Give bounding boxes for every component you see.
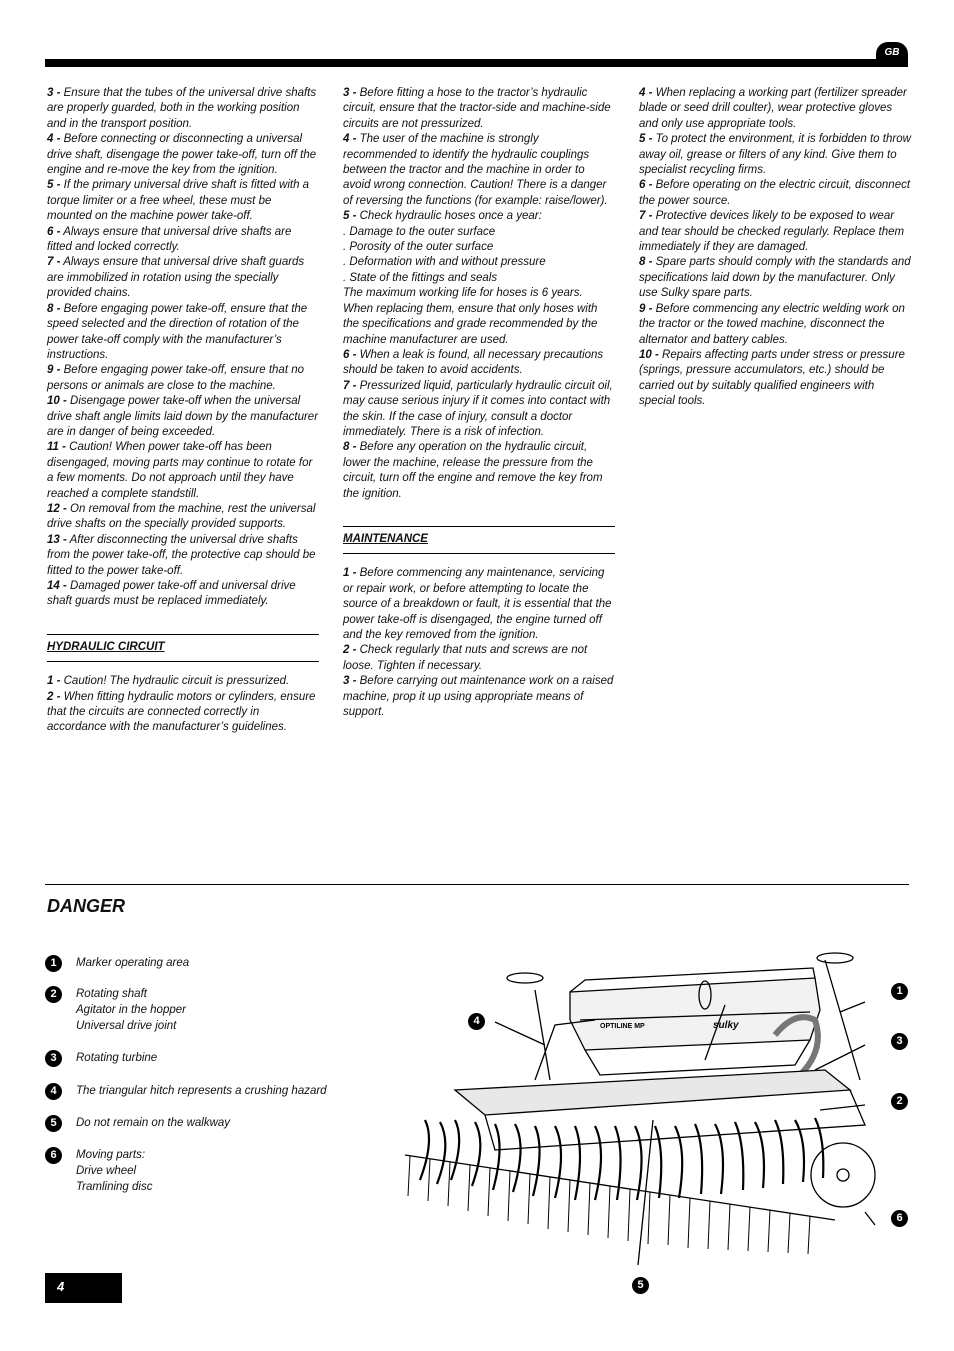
list-item [343, 225, 615, 240]
language-tab: GB [876, 42, 908, 66]
item-text: Before carrying out maintenance work on a raised machine, prop it up using appropriate means of support. [343, 675, 614, 719]
column-2 [343, 86, 615, 720]
list-item [47, 394, 319, 440]
item-number: 5 - [343, 210, 357, 223]
item-text: Before fitting a hose to the tractor’s hydraulic circuit, ensure that the tractor-side and machine-side circuits are not pressurized. [343, 87, 611, 130]
danger-rule [45, 884, 909, 885]
item-text: Before connecting or disconnecting a universal drive shaft, disengage the power take-off, turn off the engine and re-move the key from the ignition. [47, 133, 317, 177]
item-number: 2 - [47, 690, 61, 703]
list-item [343, 255, 615, 270]
section-hydraulic-circuit: HYDRAULIC CIRCUIT [47, 634, 319, 662]
callout-1: 1 [891, 983, 908, 1000]
item-text: Before engaging power take-off, ensure that no persons or animals are close to the machine. [47, 364, 305, 392]
item-text: Before operating on the electric circuit, disconnect the power source. [639, 179, 911, 207]
danger-title: DANGER [47, 896, 126, 916]
item-text: When replacing a working part (fertilizer spreader blade or seed drill coulter), wear protective gloves and only use appropriate tools. [639, 87, 907, 130]
legend-line: Universal drive joint [76, 1020, 177, 1032]
list-item [343, 440, 615, 502]
item-number: 8 - [639, 256, 653, 269]
list-item [343, 132, 615, 209]
callout-3: 3 [891, 1033, 908, 1050]
column-1 [47, 86, 319, 736]
legend-number: 5 [45, 1115, 62, 1132]
list-item [47, 502, 319, 533]
column-3 [639, 86, 911, 410]
item-number: 6 - [343, 348, 357, 361]
brand-label: sulky [713, 1020, 739, 1031]
item-number: 4 - [639, 87, 653, 99]
list-item [47, 255, 319, 301]
item-number: 8 - [47, 302, 61, 315]
list-item [47, 363, 319, 394]
list-item [343, 240, 615, 255]
list-item [47, 533, 319, 579]
item-text: When fitting hydraulic motors or cylinders, ensure that the circuits are connected correctly in accordance with the manufacturer’s guidelines. [47, 690, 316, 734]
list-item [47, 132, 319, 178]
legend-item [45, 986, 345, 1034]
item-text: . Damage to the outer surface [343, 225, 496, 238]
item-text: Before commencing any electric welding work on the tractor or the towed machine, disconnect the alternator and battery cables. [639, 302, 905, 346]
item-number: 4 - [47, 133, 61, 146]
list-item [47, 674, 319, 689]
list-item [47, 302, 319, 364]
legend-line: Agitator in the hopper [76, 1004, 186, 1016]
item-text: Check regularly that nuts and screws are not loose. Tighten if necessary. [343, 644, 588, 672]
item-number: 14 - [47, 580, 67, 592]
item-number: 9 - [639, 302, 653, 315]
item-number: 5 - [639, 133, 653, 146]
item-text: On removal from the machine, rest the universal drive shafts on the specially provided supports. [47, 502, 316, 531]
section-maintenance: MAINTENANCE [343, 526, 615, 554]
list-item [343, 86, 615, 132]
callout-2: 2 [891, 1093, 908, 1110]
item-number: 2 - [343, 644, 357, 657]
legend-line: Do not remain on the walkway [76, 1117, 231, 1129]
list-item [343, 566, 615, 643]
legend-line: Marker operating area [76, 957, 190, 969]
list-item [639, 348, 911, 410]
list-item [639, 132, 911, 178]
list-item [47, 440, 319, 502]
item-number: 10 - [639, 348, 659, 361]
item-text: The user of the machine is strongly recommended to identify the hydraulic couplings between the tractor and the machine in order to avoid wrong connection. Caution! There is a danger of reversing the functions (for example: raise/lower). [343, 133, 608, 207]
item-text: . Deformation with and without pressure [343, 256, 546, 269]
seed-drill-illustration [395, 940, 885, 1285]
item-number: 1 - [343, 567, 357, 580]
item-text: The maximum working life for hoses is 6 years. When replacing them, ensure that only hoses with the specifications and grade recommended by the machine manufacturer are used. [343, 287, 598, 346]
item-text: Protective devices likely to be exposed to wear and tear should be checked regularly. Replace them immediately if they are damaged. [639, 210, 905, 254]
item-text: Always ensure that universal drive shafts are fitted and locked correctly. [47, 225, 292, 254]
item-number: 1 - [47, 675, 61, 688]
item-text: If the primary universal drive shaft is fitted with a torque limiter or a free wheel, these must be mounted on the machine power take-off. [47, 179, 310, 223]
legend-number: 2 [45, 986, 62, 1003]
legend-line: Tramlining disc [76, 1181, 153, 1193]
list-item [639, 178, 911, 209]
item-number: 6 - [639, 179, 653, 192]
item-number: 7 - [343, 379, 357, 392]
item-text: Damaged power take-off and universal drive shaft guards must be replaced immediately. [47, 580, 296, 608]
item-number: 8 - [343, 441, 357, 454]
legend-number: 3 [45, 1050, 62, 1067]
list-item [343, 643, 615, 674]
item-text: Ensure that the tubes of the universal drive shafts are properly guarded, both in the working position and in the transport position. [47, 87, 317, 130]
list-item [639, 86, 911, 132]
legend-item [45, 1050, 345, 1066]
item-text: Disengage power take-off when the universal drive shaft angle limits laid down by the manufacturer are in danger of being exceeded. [47, 395, 319, 438]
legend-number: 6 [45, 1147, 62, 1164]
item-text: To protect the environment, it is forbidden to throw away oil, grease or filters of any kind. Give them to specialist recycling firms. [639, 133, 911, 177]
item-text: Before engaging power take-off, ensure that the speed selected and the direction of rotation of the power take-off comply with the manufacturer’s instructions. [47, 302, 308, 361]
item-number: 11 - [47, 441, 66, 454]
list-item [639, 209, 911, 255]
item-text: Always ensure that universal drive shaft guards are immobilized in rotation using the specially provided chains. [47, 256, 305, 300]
legend-line: The triangular hitch represents a crushing hazard [76, 1085, 327, 1097]
item-text: Check hydraulic hoses once a year: [359, 210, 542, 223]
item-number: 13 - [47, 533, 67, 546]
list-item [343, 286, 615, 348]
item-number: 5 - [47, 179, 61, 192]
item-text: Caution! When power take-off has been disengaged, moving parts may continue to rotate for a few moments. Do not approach until they have reached a complete standstill. [47, 441, 313, 500]
legend-item [45, 1083, 345, 1099]
item-number: 4 - [343, 133, 357, 146]
legend-line: Moving parts: [76, 1149, 146, 1161]
item-text: Caution! The hydraulic circuit is pressurized. [63, 675, 290, 688]
model-label: OPTILINE MP [600, 1023, 645, 1030]
item-text: After disconnecting the universal drive shafts from the power take-off, the protective cap should be fitted to the power take-off. [47, 533, 316, 577]
item-text: Before any operation on the hydraulic circuit, lower the machine, release the pressure from the circuit, turn off the engine and remove the key from the ignition. [343, 441, 603, 500]
list-item [343, 674, 615, 720]
legend-item [45, 955, 345, 971]
legend-line: Drive wheel [76, 1165, 137, 1177]
list-item [47, 86, 319, 132]
legend-number: 4 [45, 1083, 62, 1100]
list-item [639, 255, 911, 301]
item-text: When a leak is found, all necessary precautions should be taken to avoid accidents. [343, 348, 604, 377]
item-number: 7 - [47, 256, 61, 269]
item-number: 7 - [639, 210, 653, 223]
item-number: 3 - [47, 87, 61, 99]
list-item [343, 348, 615, 379]
list-item [47, 178, 319, 224]
list-item [343, 379, 615, 441]
callout-6: 6 [891, 1210, 908, 1227]
legend-line: Rotating shaft [76, 988, 147, 1000]
legend-item [45, 1115, 345, 1131]
item-text: Spare parts should comply with the standards and specifications laid down by the manufacturer. Only use Sulky spare parts. [639, 256, 911, 300]
item-text: . State of the fittings and seals [343, 271, 498, 284]
item-text: . Porosity of the outer surface [343, 241, 494, 254]
item-number: 3 - [343, 87, 357, 99]
list-item [343, 209, 615, 224]
legend-line: Rotating turbine [76, 1052, 158, 1064]
item-text: Pressurized liquid, particularly hydraulic circuit oil, may cause serious injury if it comes into contact with the skin. If the case of injury, consult a doctor immediately. There is a risk of infection. [343, 379, 613, 438]
item-text: Before commencing any maintenance, servicing or repair work, or before attempting to locate the source of a breakdown or fault, it is essential that the power take-off is disengaged, the engine turned off and the key removed from the ignition. [343, 567, 612, 641]
item-text: Repairs affecting parts under stress or pressure (springs, pressure accumulators, etc.) should be carried out by suitably qualified engineers with special tools. [639, 348, 905, 408]
callout-5: 5 [632, 1277, 649, 1294]
callout-4: 4 [468, 1013, 485, 1030]
list-item [639, 302, 911, 348]
list-item [47, 690, 319, 736]
legend-number: 1 [45, 955, 62, 972]
page-number: 4 [57, 1279, 65, 1294]
legend-item [45, 1147, 345, 1195]
item-number: 9 - [47, 364, 61, 377]
list-item [47, 579, 319, 610]
header-rule [45, 59, 908, 67]
list-item [47, 225, 319, 256]
item-number: 10 - [47, 395, 67, 408]
item-number: 6 - [47, 225, 61, 238]
item-number: 12 - [47, 502, 67, 515]
page-number-box [45, 1273, 122, 1303]
list-item [343, 271, 615, 286]
item-number: 3 - [343, 675, 357, 688]
